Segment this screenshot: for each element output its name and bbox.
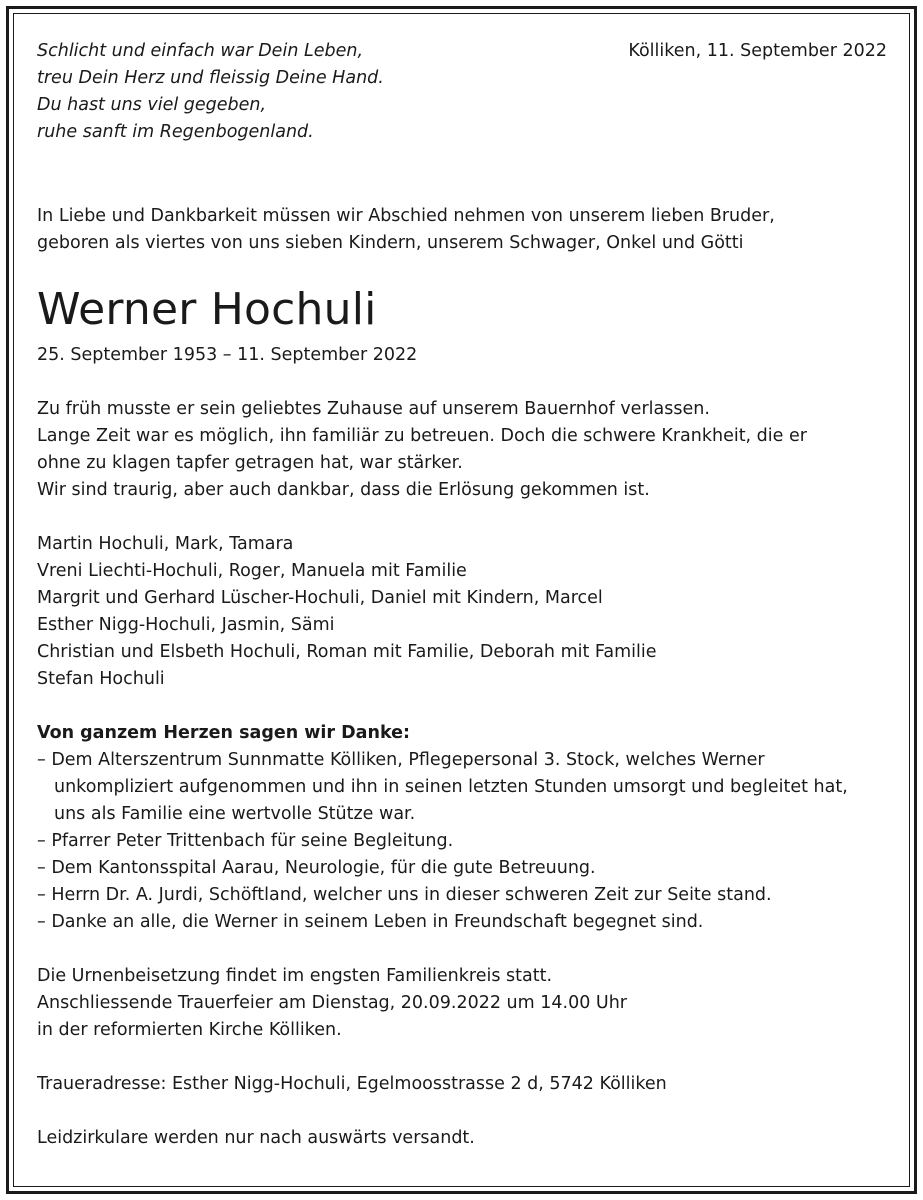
thanks-line: – Herrn Dr. A. Jurdi, Schöftland, welcher uns in dieser schweren Zeit zur Seite stand. bbox=[37, 885, 772, 905]
poem-line: Du hast uns viel gegeben, bbox=[37, 95, 267, 115]
obituary-notice bbox=[37, 38, 887, 1152]
thanks-heading: Von ganzem Herzen sagen wir Danke: bbox=[37, 723, 410, 743]
poem-line: Schlicht und einfach war Dein Leben, bbox=[37, 41, 364, 61]
intro-text bbox=[37, 203, 887, 257]
ceremony-info bbox=[37, 963, 887, 1044]
family-line: Margrit und Gerhard Lüscher-Hochuli, Daniel mit Kindern, Marcel bbox=[37, 588, 603, 608]
place-date: Kölliken, 11. September 2022 bbox=[628, 41, 887, 61]
poem-line: treu Dein Herz und fleissig Deine Hand. bbox=[37, 68, 384, 88]
thanks-line: – Pfarrer Peter Trittenbach für seine Begleitung. bbox=[37, 831, 454, 851]
thanks-line: unkompliziert aufgenommen und ihn in seinen letzten Stunden umsorgt und begleitet hat, bbox=[54, 777, 848, 797]
deceased-name: Werner Hochuli bbox=[37, 284, 377, 335]
family-line: Stefan Hochuli bbox=[37, 669, 165, 689]
thanks-line: – Dem Kantonsspital Aarau, Neurologie, für die gute Betreuung. bbox=[37, 858, 596, 878]
intro-line: In Liebe und Dankbarkeit müssen wir Abschied nehmen von unserem lieben Bruder, bbox=[37, 206, 775, 226]
ceremony-line: in der reformierten Kirche Kölliken. bbox=[37, 1020, 342, 1040]
family-list bbox=[37, 531, 887, 693]
mourning-address: Traueradresse: Esther Nigg-Hochuli, Egelmoosstrasse 2 d, 5742 Kölliken bbox=[37, 1074, 667, 1094]
life-dates: 25. September 1953 – 11. September 2022 bbox=[37, 345, 418, 365]
ceremony-line: Die Urnenbeisetzung findet im engsten Familienkreis statt. bbox=[37, 966, 553, 986]
thanks-section bbox=[37, 720, 887, 936]
family-line: Martin Hochuli, Mark, Tamara bbox=[37, 534, 294, 554]
intro-line: geboren als viertes von uns sieben Kindern, unserem Schwager, Onkel und Götti bbox=[37, 233, 744, 253]
thanks-line: uns als Familie eine wertvolle Stütze war. bbox=[54, 804, 416, 824]
family-line: Vreni Liechti-Hochuli, Roger, Manuela mit Familie bbox=[37, 561, 467, 581]
ceremony-line: Anschliessende Trauerfeier am Dienstag, 20.09.2022 um 14.00 Uhr bbox=[37, 993, 628, 1013]
message-line: ohne zu klagen tapfer getragen hat, war stärker. bbox=[37, 453, 463, 473]
family-line: Christian und Elsbeth Hochuli, Roman mit Familie, Deborah mit Familie bbox=[37, 642, 657, 662]
message-line: Lange Zeit war es möglich, ihn familiär zu betreuen. Doch die schwere Krankheit, die er bbox=[37, 426, 807, 446]
thanks-line: – Dem Alterszentrum Sunnmatte Kölliken, Pflegepersonal 3. Stock, welches Werner bbox=[37, 750, 765, 770]
message-line: Zu früh musste er sein geliebtes Zuhause auf unserem Bauernhof verlassen. bbox=[37, 399, 710, 419]
poem-line: ruhe sanft im Regenbogenland. bbox=[37, 122, 314, 142]
thanks-line: – Danke an alle, die Werner in seinem Leben in Freundschaft begegnet sind. bbox=[37, 912, 704, 932]
circular-note: Leidzirkulare werden nur nach auswärts versandt. bbox=[37, 1128, 475, 1148]
message-line: Wir sind traurig, aber auch dankbar, dass die Erlösung gekommen ist. bbox=[37, 480, 650, 500]
message bbox=[37, 396, 887, 504]
family-line: Esther Nigg-Hochuli, Jasmin, Sämi bbox=[37, 615, 335, 635]
